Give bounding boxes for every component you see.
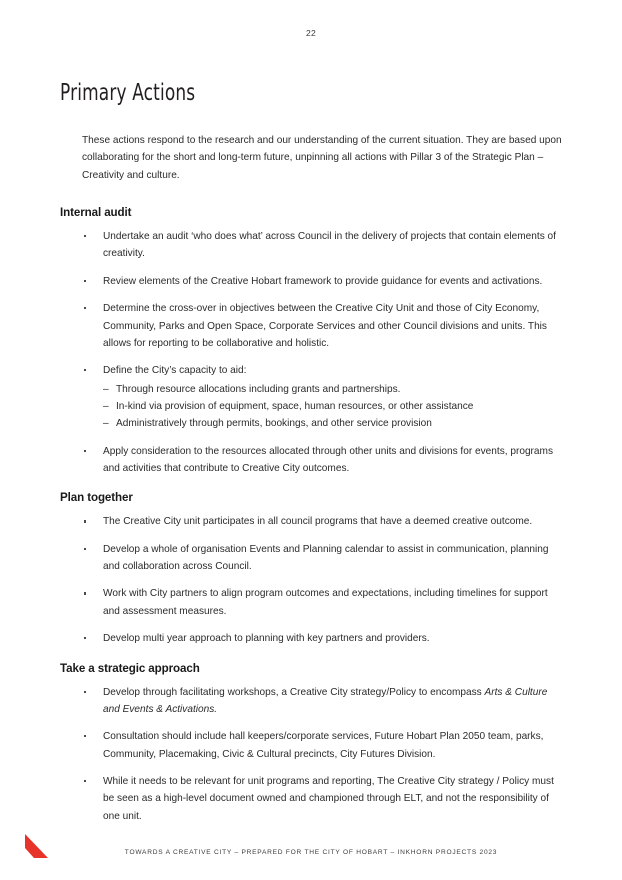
bullet-list — [60, 513, 562, 647]
list-item-text: Develop a whole of organisation Events and Planning calendar to assist in communication, planning and collaboration across Council. — [103, 543, 549, 573]
sub-list — [103, 381, 562, 433]
list-item-text: Review elements of the Creative Hobart framework to provide guidance for events and activations. — [103, 275, 543, 287]
list-item-text: Undertake an audit ‘who does what’ across Council in the delivery of projects that contain elements of creativity. — [103, 231, 556, 260]
sections-container — [60, 206, 562, 825]
sub-list-item-text: Administratively through permits, bookings, and other service provision — [116, 418, 432, 430]
section — [60, 491, 562, 647]
list-item-text: While it needs to be relevant for unit programs and reporting, The Creative City strategy / Policy must be seen as a high-level document owned and championed through ELT, and not the responsibility of one unit. — [103, 775, 554, 822]
page-footer: TOWARDS A CREATIVE CITY – PREPARED FOR THE CITY OF HOBART – INKHORN PROJECTS 2023 — [124, 849, 498, 856]
list-item — [60, 728, 562, 763]
list-item — [60, 362, 562, 432]
section-heading: Internal audit — [60, 206, 132, 220]
list-item — [60, 541, 562, 576]
sub-list-item-text: In-kind via provision of equipment, space, human resources, or other assistance — [116, 400, 474, 412]
en-dash-marker: – — [103, 383, 109, 395]
en-dash-marker: – — [103, 400, 109, 412]
list-item — [60, 585, 562, 620]
list-item — [60, 773, 562, 825]
bullet-list — [60, 684, 562, 826]
section-heading: Plan together — [60, 491, 133, 505]
section — [60, 662, 562, 826]
sub-list-item — [103, 415, 562, 432]
list-item-emphasis: Arts & Culture and Events & Activations. — [103, 686, 548, 715]
list-item-text: Consultation should include hall keepers/corporate services, Future Hobart Plan 2050 team, parks, Community, Placemaking, Civic & Cultural precincts, City Futures Division. — [103, 731, 544, 760]
intro-paragraph: These actions respond to the research and our understanding of the current situation. They are based upon collaborating for the short and long-term future, unpinning all actions with Pillar 3 of the Strategic Plan – Creativity and culture. — [82, 135, 562, 181]
sub-list-item — [103, 381, 562, 398]
list-item-text: Determine the cross-over in objectives between the Creative City Unit and those of City Economy, Community, Parks and Open Space, Corporate Services and other Council divisions and units. This allows for reporting to be collaborative and holistic. — [103, 303, 547, 349]
list-item-text: Apply consideration to the resources allocated through other units and divisions for events, programs and activities that contribute to Creative City outcomes. — [103, 445, 553, 475]
en-dash-marker: – — [103, 418, 109, 430]
page-number: 22 — [305, 28, 317, 38]
page-title: Primary Actions — [60, 80, 196, 106]
list-item-text: Develop through facilitating workshops, a Creative City strategy/Policy to encompass — [103, 686, 485, 698]
sub-list-item — [103, 398, 562, 415]
list-item-text: Develop multi year approach to planning with key partners and providers. — [103, 633, 430, 645]
bullet-list — [60, 228, 562, 477]
list-item — [60, 513, 562, 530]
section — [60, 206, 562, 477]
list-item — [60, 273, 562, 290]
page-content — [60, 80, 562, 835]
sub-list-item-text: Through resource allocations including grants and partnerships. — [116, 383, 401, 395]
list-item-text: The Creative City unit participates in all council programs that have a deemed creative outcome. — [103, 516, 533, 528]
list-item-text: Work with City partners to align program outcomes and expectations, including timelines for support and assessment measures. — [103, 588, 548, 617]
list-item — [60, 684, 562, 719]
list-item-text: Define the City’s capacity to aid: — [103, 365, 247, 377]
list-item — [60, 228, 562, 263]
section-heading: Take a strategic approach — [60, 661, 200, 675]
list-item — [60, 443, 562, 478]
list-item — [60, 630, 562, 647]
list-item — [60, 300, 562, 352]
